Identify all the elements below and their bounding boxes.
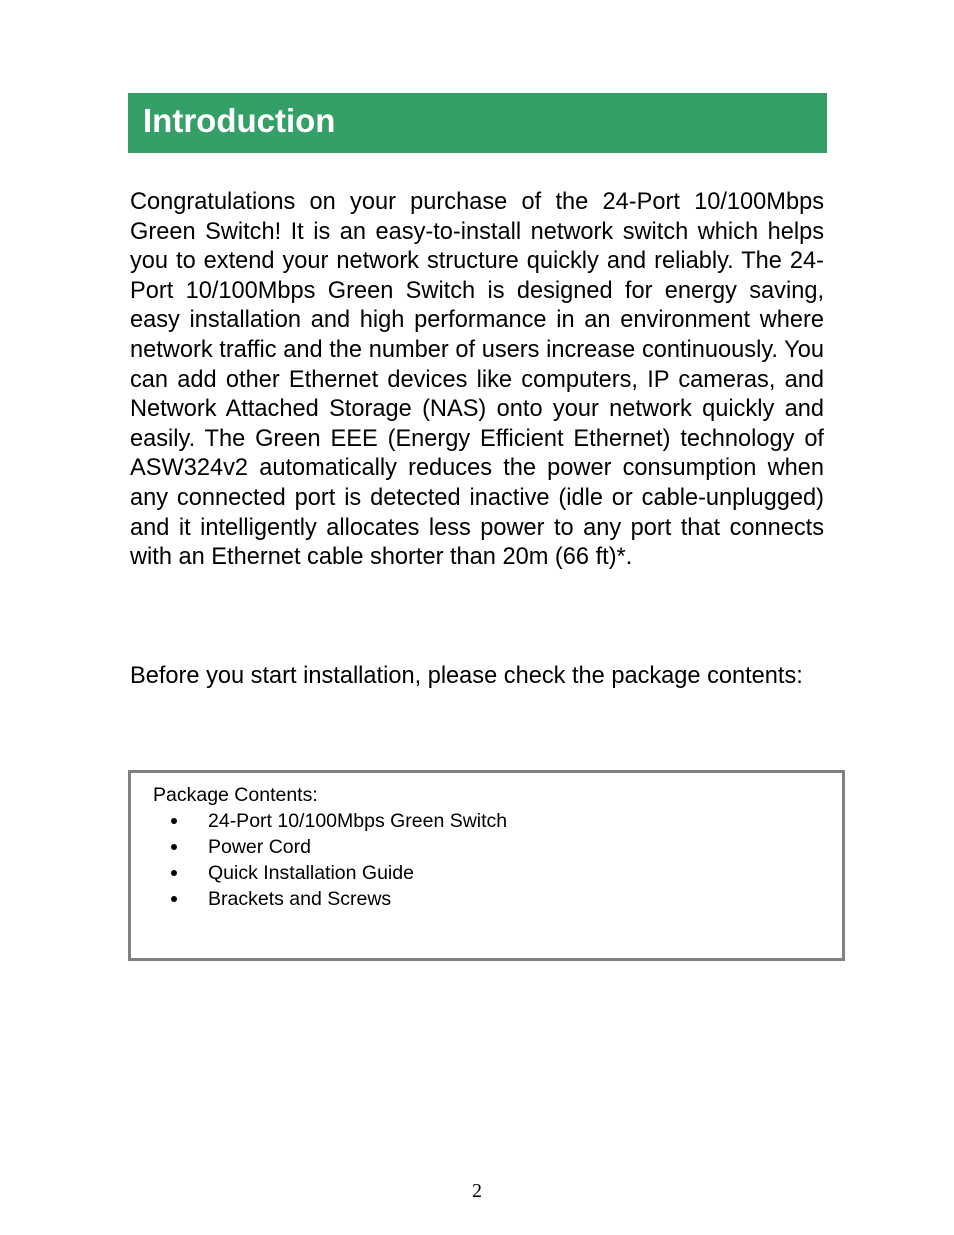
package-contents-heading: Package Contents:	[153, 784, 318, 806]
intro-paragraph: Congratulations on your purchase of the 24-Port 10/100Mbps Green Switch! It is an easy-to-install network switch which helps you to extend your network structure quickly and reliably. The 24-Port 10/100Mbps Green Switch is designed for energy saving, easy installation and high performance in an environment where network traffic and the number of users increase continuously. You can add other Ethernet devices like computers, IP cameras, and Network Attached Storage (NAS) onto your network quickly and easily. The Green EEE (Energy Efficient Ethernet) technology of ASW324v2 automatically reduces the power consumption when any connected port is detected inactive (idle or cable-unplugged) and it intelligently allocates less power to any port that connects with an Ethernet cable shorter than 20m (66 ft)*.	[130, 189, 824, 571]
bullet-icon	[171, 870, 177, 876]
bullet-icon	[171, 896, 177, 902]
list-item-label: Quick Installation Guide	[208, 862, 414, 884]
section-header-bar	[128, 93, 827, 153]
bullet-icon	[171, 844, 177, 850]
list-item-label: Brackets and Screws	[208, 888, 392, 910]
list-item	[131, 836, 507, 862]
section-title: Introduction	[143, 102, 336, 139]
list-item	[131, 810, 507, 836]
package-contents-list	[131, 810, 507, 914]
list-item	[131, 888, 507, 914]
list-item	[131, 862, 507, 888]
bullet-icon	[171, 818, 177, 824]
list-item-label: 24-Port 10/100Mbps Green Switch	[208, 810, 508, 832]
before-installation-paragraph: Before you start installation, please check the package contents:	[130, 663, 803, 689]
page-number: 2	[472, 1180, 482, 1202]
package-contents-box	[128, 770, 845, 961]
list-item-label: Power Cord	[208, 836, 311, 858]
